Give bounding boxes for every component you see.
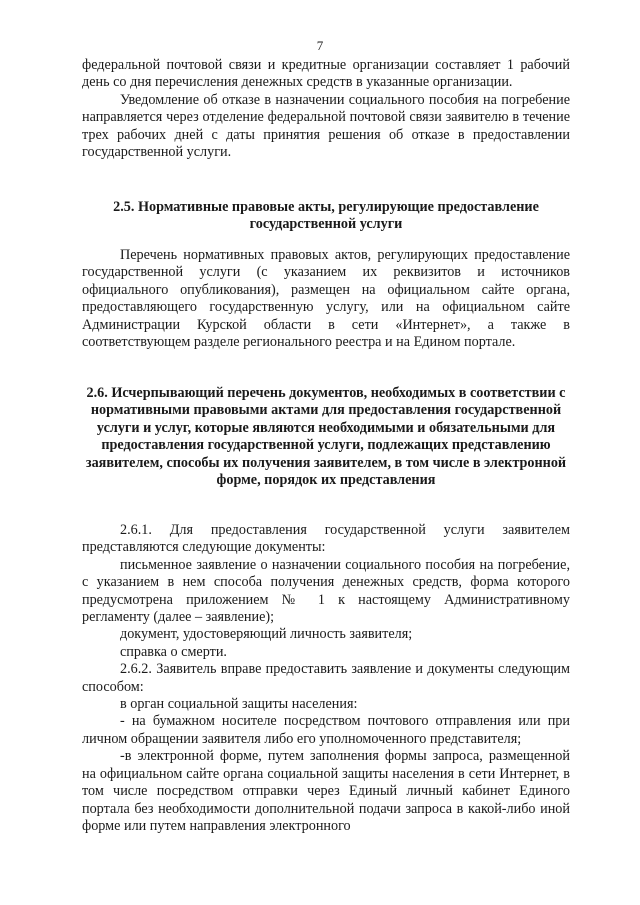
paragraph-block-2: [82, 247, 570, 351]
section-heading-2-5: 2.5. Нормативные правовые акты, регулирующие предоставление государственной услуги: [113, 199, 539, 233]
paragraph: Уведомление об отказе в назначении социального пособия на погребение направляется через отделение федеральной почтовой связи заявителю в течение трех рабочих дней с даты принятия решения об отказе в предоставлении государственной услуги.: [82, 91, 570, 161]
section-heading-2-6: 2.6. Исчерпывающий перечень документов, необходимых в соответствии с нормативными правовыми актами для предоставления государственной услуги и услуг, которые являются необходимыми и обязательными для предоставления государственной услуги, подлежащих представлению заявителем, способы их получения заявителем, в том числе в электронной форме, порядок их представления: [85, 385, 567, 489]
paragraph: -в электронной форме, путем заполнения формы запроса, размещенной на официальном сайте органа социальной защиты населения в сети Интернет, в том числе посредством отправки через Единый личный кабинет Единого портала без необходимости дополнительной подачи запроса в какой-либо иной форме или путем направления электронного: [82, 748, 570, 834]
paragraph: - на бумажном носителе посредством почтового отправления или при личном обращении заявителя либо его уполномоченного представителя;: [82, 713, 570, 747]
page-number: 7: [316, 38, 324, 53]
paragraph-block-3: [82, 522, 570, 835]
paragraph: 2.6.2. Заявитель вправе предоставить заявление и документы следующим способом:: [82, 661, 570, 695]
paragraph: в орган социальной защиты населения:: [120, 696, 358, 713]
paragraph-block-1: [82, 57, 570, 161]
paragraph: Перечень нормативных правовых актов, регулирующих предоставление государственной услуги (с указанием их реквизитов и источников официального опубликования), размещен на официальном сайте органа, предоставляющего государственную услугу, или на официальном сайте Администрации Курской области в сети «Интернет», а также в соответствующем разделе регионального реестра и на Едином портале.: [82, 247, 570, 351]
paragraph: справка о смерти.: [120, 643, 227, 660]
paragraph: 2.6.1. Для предоставления государственной услуги заявителем представляются следующие документы:: [82, 522, 570, 556]
paragraph: документ, удостоверяющий личность заявителя;: [120, 626, 413, 643]
paragraph: федеральной почтовой связи и кредитные организации составляет 1 рабочий день со дня перечисления денежных средств в указанные организации.: [82, 57, 570, 91]
paragraph: письменное заявление о назначении социального пособия на погребение, с указанием в нем способа получения денежных средств, форма которого предусмотрена приложением № 1 к настоящему Административному регламенту (далее – заявление);: [82, 556, 570, 626]
